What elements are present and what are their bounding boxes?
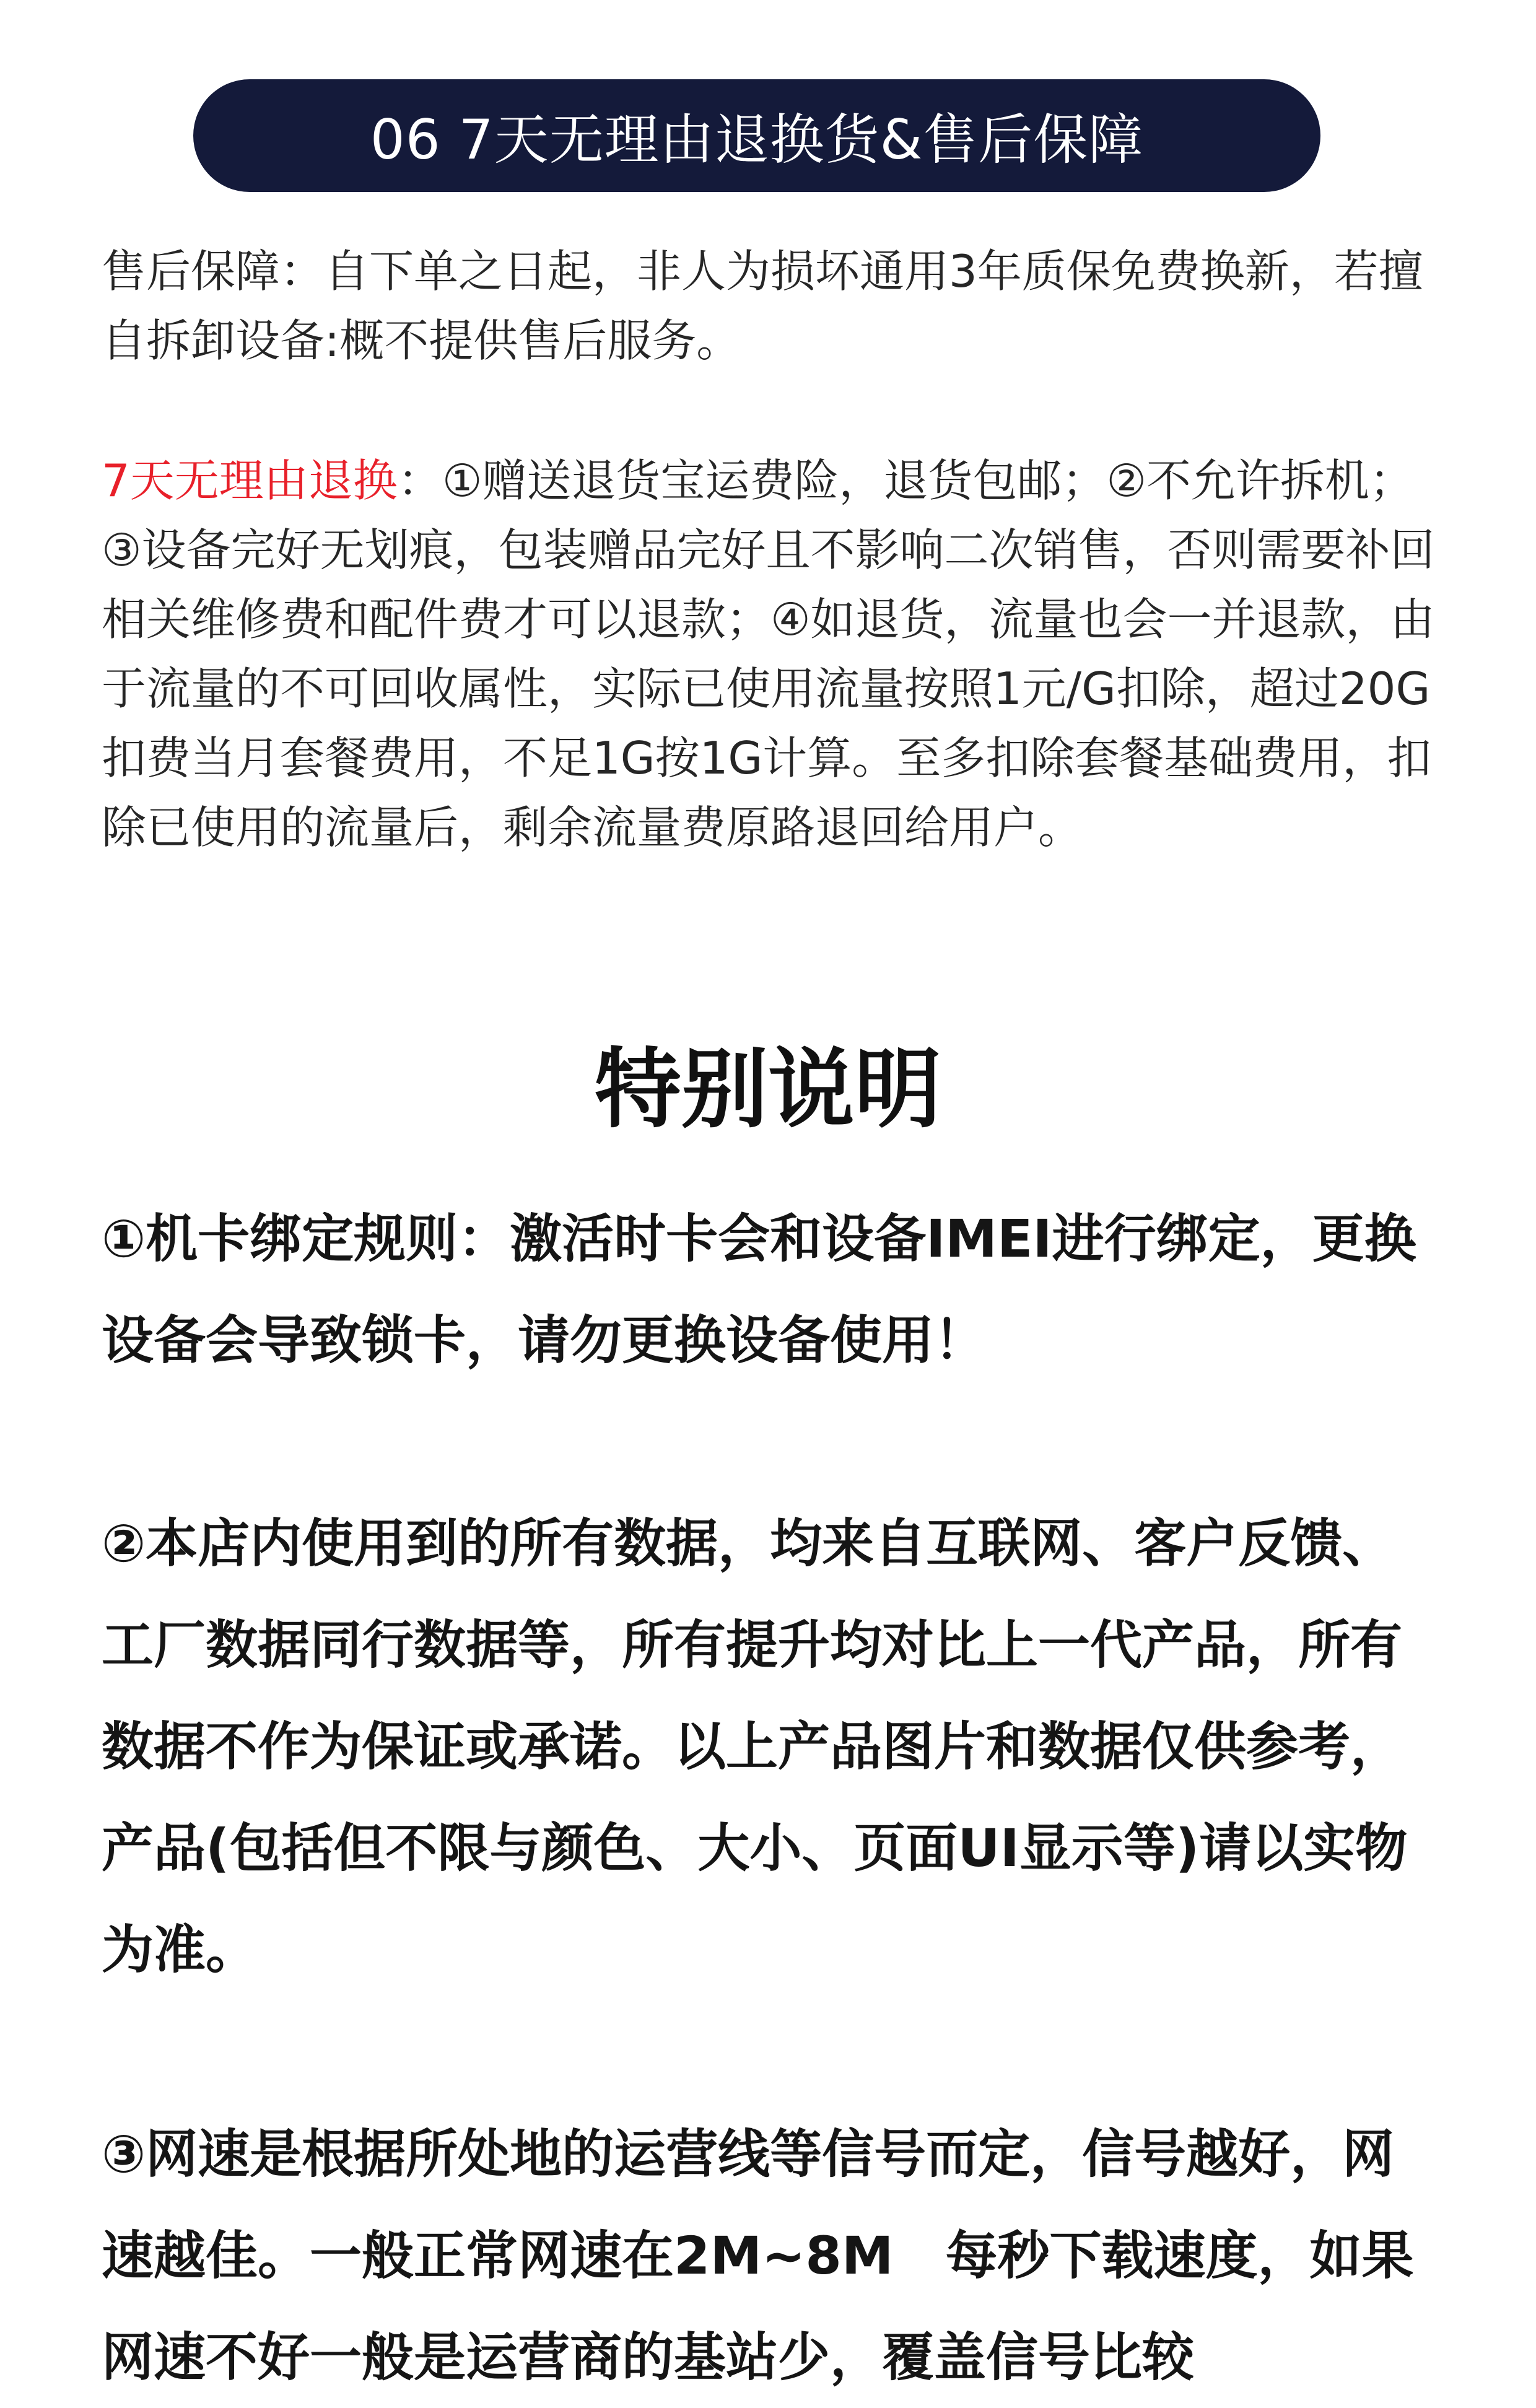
returns-text: ：①赠送退货宝运费险，退货包邮；②不允许拆机；③设备完好无划痕，包装赠品完好且不影响二次销售，否则需要补回相关维修费和配件费才可以退款；④如退货，流量也会一并退款，由于流量的不可回收属性，实际已使用流量按照1元/G扣除，超过20G扣费当月套餐费用，不足1G按1G计算。至多扣除套餐基础费用，扣除已使用的流量后，剩余流量费原路退回给用户。 — [102, 455, 1435, 853]
section-title: 06 7天无理由退换货&售后保障 — [370, 108, 1144, 172]
special-note-2 — [102, 1493, 1444, 2000]
note-1-text: ①机卡绑定规则：激活时卡会和设备IMEI进行绑定，更换设备会导致锁卡，请勿更换设备使用！ — [102, 1208, 1416, 1371]
warranty-paragraph — [102, 237, 1444, 375]
special-note-1 — [102, 1188, 1444, 1391]
returns-text-block — [102, 446, 1444, 862]
note-2-text: ②本店内使用到的所有数据，均来自互联网、客户反馈、工厂数据同行数据等，所有提升均对比上一代产品，所有数据不作为保证或承诺。以上产品图片和数据仅供参考，产品(包括但不限与颜色、大小、页面UI显示等)请以实物为准。 — [102, 1513, 1408, 1980]
warranty-text: 售后保障：自下单之日起，非人为损坏通用3年质保免费换新，若擅自拆卸设备:概不提供售后服务。 — [102, 245, 1423, 367]
special-note-3 — [102, 2103, 1444, 2408]
note-3-text: ③网速是根据所处地的运营线等信号而定，信号越好，网速越佳。一般正常网速在2M~8M 每秒下载速度，如果网速不好一般是运营商的基站少，覆盖信号比较 — [102, 2124, 1414, 2388]
special-notes-heading: 特别说明 — [594, 1039, 941, 1140]
returns-label: 7天无理由退换 — [102, 455, 398, 507]
returns-paragraph — [102, 446, 1444, 862]
section-banner — [193, 79, 1320, 192]
